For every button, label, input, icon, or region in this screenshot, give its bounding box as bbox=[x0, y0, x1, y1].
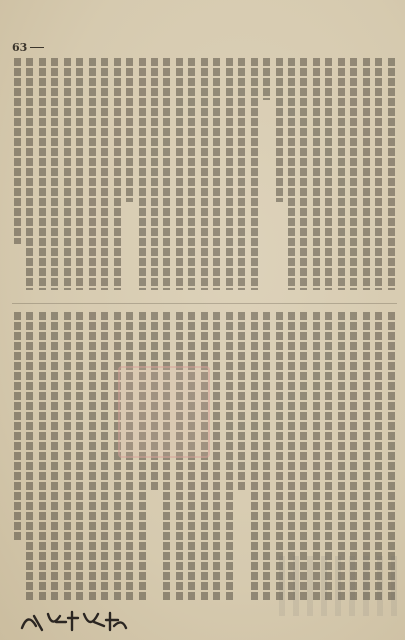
archive-watermark bbox=[279, 556, 399, 616]
text-column bbox=[211, 58, 222, 290]
text-column bbox=[174, 58, 185, 290]
text-column bbox=[12, 58, 23, 290]
red-seal-stamp bbox=[118, 366, 210, 458]
text-column bbox=[12, 312, 23, 600]
running-header bbox=[12, 40, 47, 54]
text-column bbox=[236, 58, 247, 290]
text-column bbox=[373, 58, 384, 290]
text-column bbox=[298, 58, 309, 290]
text-column bbox=[149, 58, 160, 290]
text-column bbox=[99, 58, 110, 290]
text-column bbox=[124, 58, 135, 290]
text-column bbox=[49, 58, 60, 290]
text-column bbox=[274, 58, 285, 290]
text-column bbox=[62, 312, 73, 600]
text-column bbox=[361, 58, 372, 290]
text-column bbox=[261, 312, 272, 600]
text-column bbox=[249, 58, 260, 290]
text-column bbox=[249, 312, 260, 600]
text-block-top bbox=[12, 58, 397, 290]
text-column bbox=[24, 58, 35, 290]
text-column bbox=[74, 312, 85, 600]
text-column bbox=[199, 58, 210, 290]
text-column bbox=[186, 58, 197, 290]
text-column bbox=[87, 58, 98, 290]
text-column bbox=[37, 58, 48, 290]
text-column bbox=[37, 312, 48, 600]
text-column bbox=[24, 312, 35, 600]
library-mark bbox=[18, 608, 130, 634]
text-column bbox=[224, 312, 235, 600]
text-column bbox=[99, 312, 110, 600]
text-column bbox=[323, 58, 334, 290]
text-column bbox=[224, 58, 235, 290]
text-column bbox=[336, 58, 347, 290]
text-column bbox=[311, 58, 322, 290]
text-column bbox=[211, 312, 222, 600]
text-column bbox=[286, 58, 297, 290]
text-column bbox=[161, 58, 172, 290]
text-column bbox=[74, 58, 85, 290]
text-column bbox=[386, 58, 397, 290]
text-column bbox=[62, 58, 73, 290]
text-column bbox=[87, 312, 98, 600]
text-column bbox=[112, 58, 123, 290]
text-column bbox=[137, 58, 148, 290]
page-number: 63 bbox=[12, 40, 28, 54]
header-dash bbox=[30, 47, 44, 48]
text-column bbox=[49, 312, 60, 600]
text-column bbox=[348, 58, 359, 290]
text-column bbox=[236, 312, 247, 600]
text-column bbox=[261, 58, 272, 290]
block-divider bbox=[12, 303, 397, 304]
